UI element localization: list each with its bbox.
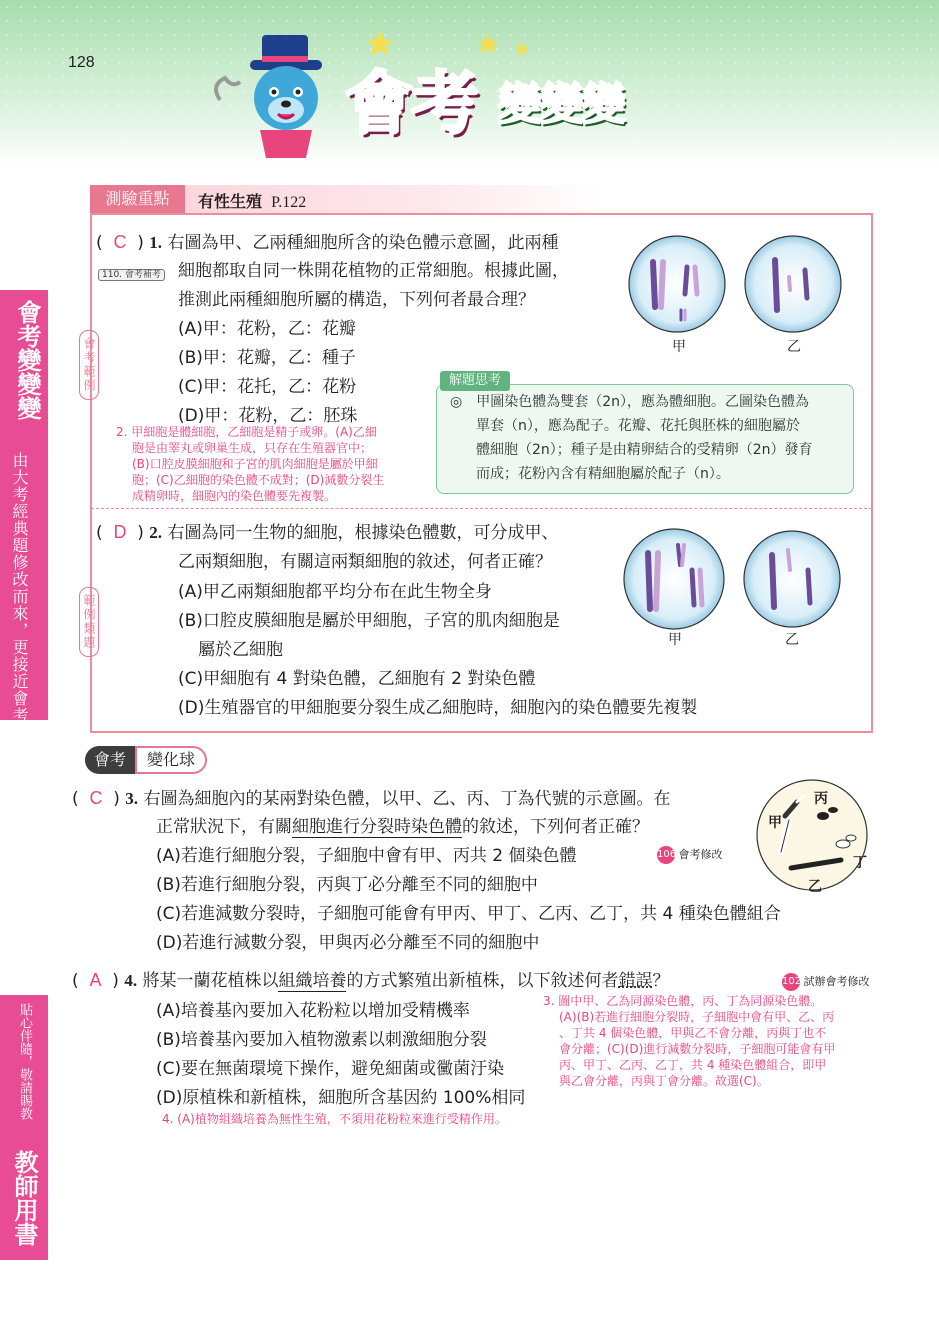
badge-number: 106: [657, 846, 675, 864]
question-1-source: [98, 262, 165, 281]
note-line: 會分離；(C)(D)進行減數分裂時，子細胞可能會有甲: [559, 1042, 836, 1056]
option-d: (D)原植株和新植株，細胞所含基因約 100%相同: [156, 1088, 526, 1108]
badge-text: 試辦會考修改: [803, 975, 870, 988]
note-line: 3. 圖中甲、乙為同源染色體，丙、丁為同源染色體。: [543, 994, 823, 1008]
question-2-line: 乙兩類細胞，有關這兩類細胞的敘述，何者正確？: [178, 552, 552, 572]
source-badge-106: [657, 846, 723, 864]
think-line: ◎ 甲圖染色體為雙套（2n），應為體細胞。乙圖染色體為: [450, 394, 809, 410]
side-tab-bottom-text: 貼心伴隨，敬請賜教: [17, 1003, 32, 1120]
question-3-line: 右圖為細胞內的某兩對染色體，以甲、乙、丙、丁為代號的示意圖。在: [143, 789, 671, 809]
text-segment: 正常狀況下，有關: [156, 817, 292, 837]
figure-label-yi: 乙: [787, 339, 801, 355]
question-1-stem: ( C ) 1. 右圖為甲、乙兩種細胞所含的染色體示意圖，此兩種: [96, 232, 559, 253]
page-title: 會考: [345, 65, 478, 144]
note-line: 丙、甲丁、乙丙、乙丁，共 4 種染色體組合，即甲: [559, 1058, 827, 1072]
side-tab-subtitle: 由大考經典題修改而來，更接近會考趨勢: [10, 452, 29, 758]
question-2-number: 2.: [149, 523, 163, 542]
underlined-text: 細胞進行分裂時染色體: [292, 817, 462, 837]
question-2-line: 右圖為同一生物的細胞，根據染色體數，可分成甲、: [167, 523, 559, 543]
question-1-number: 1.: [149, 233, 163, 252]
question-3-stem: ( C ) 3. 右圖為細胞內的某兩對染色體，以甲、乙、丙、丁為代號的示意圖。在: [72, 788, 671, 809]
option-d: (D)生殖器官的甲細胞要分裂生成乙細胞時，細胞內的染色體要先複製: [178, 698, 698, 718]
think-line: 而成；花粉內含有精細胞屬於配子（n）。: [476, 466, 730, 482]
note-line: 、丁共 4 個染色體，甲與乙不會分離，丙與丁也不: [559, 1026, 827, 1040]
question-1-line: 細胞都取自同一株開花植物的正常細胞。根據此圖，: [178, 261, 569, 281]
text-segment: 的敘述，下列何者正確？: [462, 817, 649, 837]
key-point-topic: [198, 189, 306, 212]
figure-label-yi: 乙: [785, 632, 799, 648]
question-4-number: 4.: [124, 971, 138, 990]
answer-3: C: [89, 788, 103, 808]
option-a: (A)若進行細胞分裂，子細胞中會有甲、丙共 2 個染色體: [156, 846, 577, 866]
think-line: 單套（n），應為配子。花瓣、花托與胚株的細胞屬於: [476, 418, 800, 434]
option-b: (B)甲：花瓣，乙：種子: [178, 348, 356, 368]
page-title-sub: 變變變: [498, 79, 624, 130]
badge-text: 會考修改: [678, 848, 723, 861]
change-ball-tag-right: 變化球: [135, 746, 207, 774]
option-b: (B)口腔皮膜細胞是屬於甲細胞，子宮的肌肉細胞是: [178, 611, 560, 631]
answer-2: D: [113, 522, 127, 542]
option-b-cont: 屬於乙細胞: [198, 640, 283, 660]
solution-thinking-text: [450, 390, 846, 486]
text-segment: 將某一蘭花植株以: [142, 971, 279, 991]
source-badge-102: [782, 973, 870, 991]
solution-thinking-tag: 解題思考: [440, 371, 510, 391]
emphasis-text: 錯誤: [618, 971, 653, 991]
chromosome-label-bing: 丙: [814, 791, 828, 807]
option-a: (A)甲乙兩類細胞都平均分布在此生物全身: [178, 582, 492, 602]
change-ball-tag-left: 會考: [85, 746, 135, 774]
option-c: (C)要在無菌環境下操作，避免細菌或黴菌汙染: [156, 1059, 505, 1079]
cell-diagram-2: [622, 525, 842, 635]
side-tab-title: 會考變變變: [13, 300, 41, 420]
cell-diagram-1: [625, 232, 845, 337]
side-tab-bottom-title: 教師用書: [10, 1150, 38, 1246]
chromosome-label-ding: 丁: [853, 855, 867, 871]
figure-label-jia: 甲: [672, 339, 686, 355]
think-line: 體細胞（2n）；種子是由精卵結合的受精卵（2n）發育: [476, 442, 813, 458]
answer-4: A: [89, 970, 102, 990]
question-2-stem: ( D ) 2. 右圖為同一生物的細胞，根據染色體數，可分成甲、: [96, 522, 559, 543]
note-line: (A)(B)若進行細胞分裂時，子細胞中會有甲、乙、丙: [559, 1010, 835, 1024]
answer-note-3: [543, 993, 873, 1089]
note-line: (B)口腔皮膜細胞和子宮的肌肉細胞是屬於甲細: [132, 457, 378, 471]
note-line: 成精卵時，細胞內的染色體要先複製。: [132, 489, 337, 503]
option-b: (B)若進行細胞分裂，丙與丁必分離至不同的細胞中: [156, 875, 538, 895]
chromosome-label-jia: 甲: [768, 815, 782, 831]
note-line: 胞是由睪丸或卵巢生成，只存在生殖器官中；: [132, 441, 373, 455]
option-b: (B)培養基內要加入植物激素以刺激細胞分裂: [156, 1030, 487, 1050]
option-c: (C)若進減數分裂時，子細胞可能會有甲丙、甲丁、乙丙、乙丁，共 4 種染色體組合: [156, 904, 781, 924]
example-label: 會考範例: [79, 330, 99, 400]
option-c: (C)甲：花托，乙：花粉: [178, 377, 357, 397]
mascot-illustration: [210, 30, 350, 160]
similar-label: 範例類題: [79, 587, 99, 657]
note-line: 與乙會分離，丙與丁會分離。故選(C)。: [559, 1074, 769, 1088]
chromosome-label-yi: 乙: [808, 879, 822, 895]
answer-note-4: 4. (A)植物組織培養為無性生殖，不須用花粉粒來進行受精作用。: [162, 1112, 507, 1126]
question-3-number: 3.: [125, 789, 139, 808]
badge-number: 102: [782, 973, 800, 991]
answer-note-2: [116, 424, 426, 504]
page-number: 128: [68, 54, 95, 71]
figure-label-jia: 甲: [668, 632, 682, 648]
key-point-topic-text: 有性生殖: [198, 192, 263, 211]
question-3-line2: [156, 813, 649, 842]
source-tag: 110. 會考補考: [98, 269, 165, 281]
question-1-line: 右圖為甲、乙兩種細胞所含的染色體示意圖，此兩種: [167, 233, 559, 253]
note-line: 2. 甲細胞是體細胞，乙細胞是精子或卵。(A)乙細: [116, 425, 377, 439]
key-point-tag: 測驗重點: [90, 185, 185, 213]
question-1-line: 推測此兩種細胞所屬的構造，下列何者最合理？: [178, 290, 535, 310]
option-d: (D)甲：花粉，乙：胚珠: [178, 406, 358, 426]
option-a: (A)培養基內要加入花粉粒以增加受精機率: [156, 1001, 470, 1021]
text-segment: ？: [652, 971, 670, 991]
underlined-text: 組織培養: [278, 971, 347, 991]
section-divider: [91, 508, 872, 509]
answer-1: C: [113, 232, 127, 252]
text-segment: 的方式繁殖出新植株，以下敘述何者: [346, 971, 619, 991]
option-d: (D)若進行減數分裂，甲與丙必分離至不同的細胞中: [156, 933, 540, 953]
key-point-page-ref: P.122: [271, 194, 307, 211]
question-4-stem: ( A ) 4. 將某一蘭花植株以組織培養的方式繁殖出新植株，以下敘述何者錯誤？: [72, 970, 670, 991]
option-c: (C)甲細胞有 4 對染色體，乙細胞有 2 對染色體: [178, 669, 536, 689]
note-line: 胞；(C)乙細胞的染色體不成對；(D)減數分裂生: [132, 473, 385, 487]
option-a: (A)甲：花粉，乙：花瓣: [178, 319, 356, 339]
